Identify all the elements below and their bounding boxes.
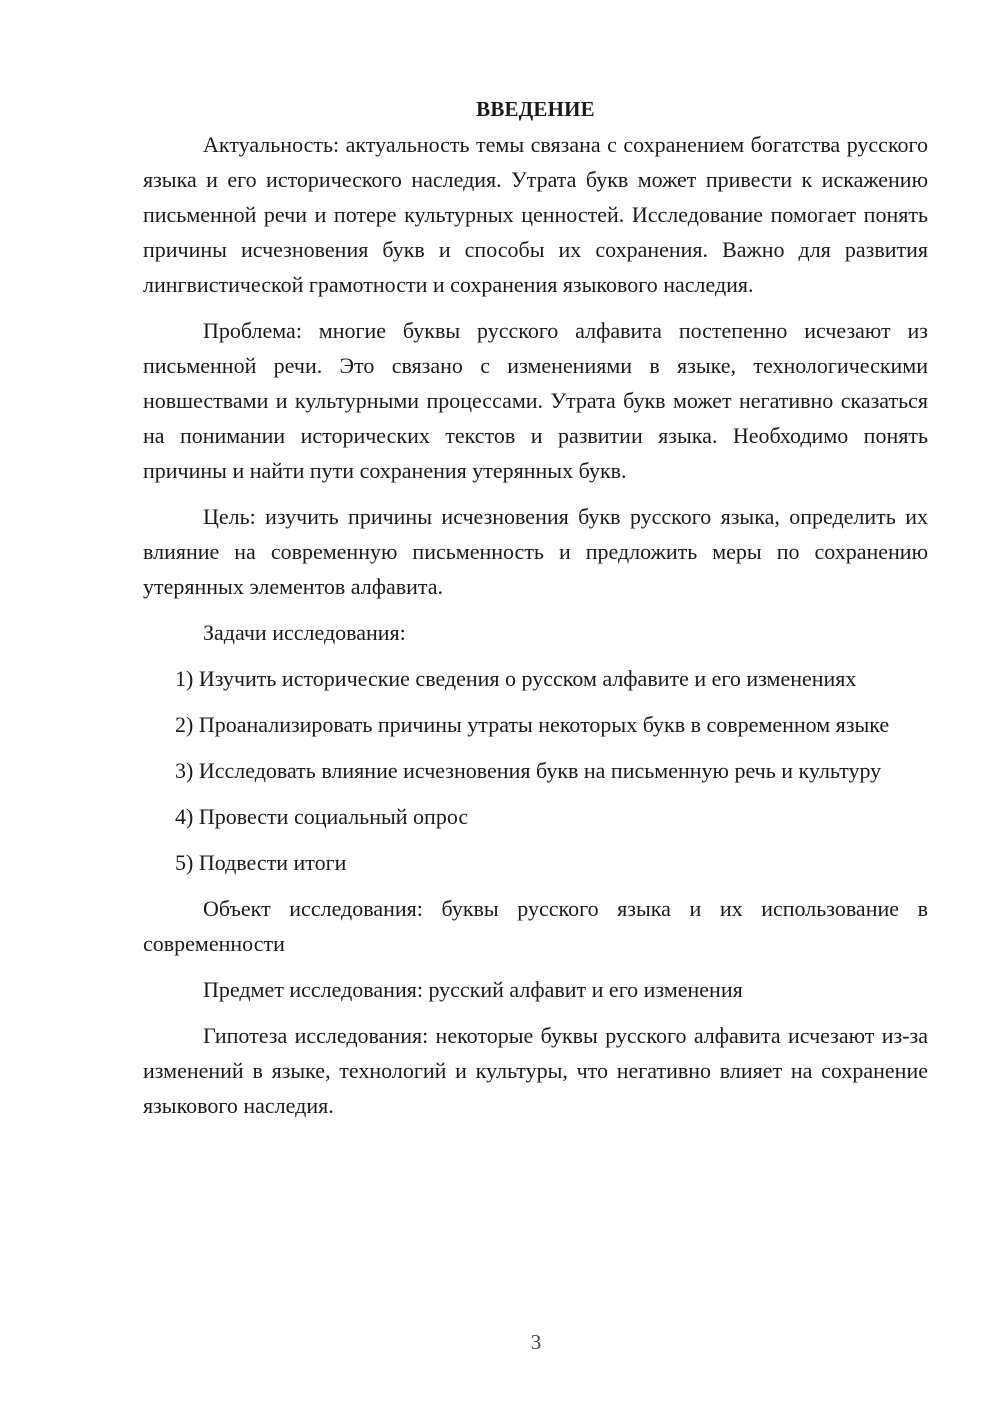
paragraph-goal: Цель: изучить причины исчезновения букв русского языка, определить их влияние на современную письменность и предложить меры по сохранению утерянных элементов алфавита. bbox=[143, 504, 928, 599]
task-item-4: 4) Провести социальный опрос bbox=[175, 804, 469, 829]
task-item-3: 3) Исследовать влияние исчезновения букв на письменную речь и культуру bbox=[175, 758, 882, 783]
tasks-heading: Задачи исследования: bbox=[203, 620, 406, 645]
paragraph-subject: Предмет исследования: русский алфавит и его изменения bbox=[203, 977, 743, 1002]
paragraph-relevance: Актуальность: актуальность темы связана с сохранением богатства русского языка и его исторического наследия. Утрата букв может привести к искажению письменной речи и потере культурных ценностей. Исследование помогает понять причины исчезновения букв и способы их сохранения. Важно для развития лингвистической грамотности и сохранения языкового наследия. bbox=[143, 132, 928, 297]
task-item-2: 2) Проанализировать причины утраты некоторых букв в современном языке bbox=[175, 712, 890, 737]
task-item-5: 5) Подвести итоги bbox=[175, 850, 347, 875]
page-number: 3 bbox=[530, 1330, 542, 1354]
paragraph-problem: Проблема: многие буквы русского алфавита постепенно исчезают из письменной речи. Это связано с изменениями в языке, технологическими новшествами и культурными процессами. Утрата букв может негативно сказаться на понимании исторических текстов и развитии языка. Необходимо понять причины и найти пути сохранения утерянных букв. bbox=[143, 318, 928, 483]
page-title: ВВЕДЕНИЕ bbox=[476, 97, 595, 121]
paragraph-hypothesis: Гипотеза исследования: некоторые буквы русского алфавита исчезают из-за изменений в языке, технологий и культуры, что негативно влияет на сохранение языкового наследия. bbox=[143, 1023, 928, 1118]
task-item-1: 1) Изучить исторические сведения о русском алфавите и его изменениях bbox=[175, 666, 857, 691]
paragraph-object: Объект исследования: буквы русского языка и их использование в современности bbox=[143, 896, 928, 956]
document-page bbox=[143, 92, 928, 1134]
